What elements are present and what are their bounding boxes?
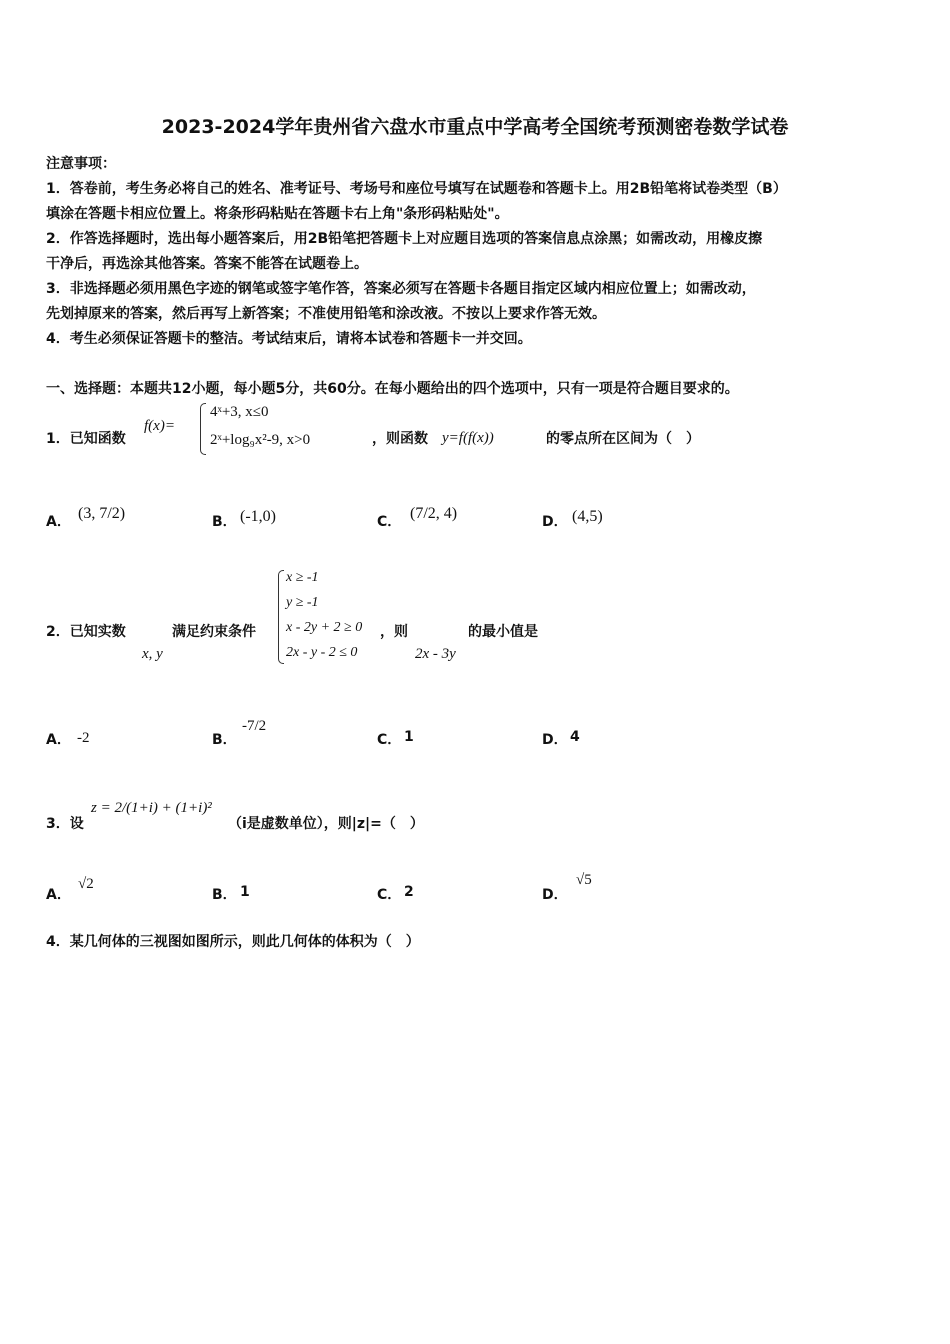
q4-text: 4．某几何体的三视图如图所示，则此几何体的体积为（ ） [46, 934, 420, 950]
q2-constraint: x - 2y + 2 ≥ 0 [286, 620, 363, 635]
q1-option-a-label: A． [46, 514, 71, 530]
notice-line: 3．非选择题必须用黑色字迹的钢笔或签字笔作答，答案必须写在答题卡各题目指定区域内相应位置上；如需改动， [46, 281, 756, 297]
q3-option-a-label: A． [46, 887, 71, 903]
q2-option-a: -2 [77, 730, 90, 746]
q3-note: （i是虚数单位），则|z|=（ ） [228, 816, 424, 832]
notice-line: 先划掉原来的答案，然后再写上新答案；不准使用铅笔和涂改液。不按以上要求作答无效。 [46, 306, 606, 322]
notice-line: 干净后，再选涂其他答案。答案不能答在试题卷上。 [46, 256, 368, 272]
q1-option-b-label: B． [212, 514, 237, 530]
q1-mid: ，则函数 [372, 431, 428, 447]
q2-option-b: -7/2 [242, 718, 267, 734]
q2-suffix: 的最小值是 [468, 624, 538, 640]
q1-y-expr: y=f(f(x)) [442, 430, 494, 446]
q2-constraint: y ≥ -1 [286, 595, 319, 610]
notice-line: 4．考生必须保证答题卡的整洁。考试结束后，请将本试卷和答题卡一并交回。 [46, 331, 532, 347]
q2-vars: x, y [142, 646, 163, 662]
q1-option-c-label: C． [377, 514, 402, 530]
q2-constraint: x ≥ -1 [286, 570, 319, 585]
q2-option-d: 4 [570, 729, 580, 745]
notice-line: 2．作答选择题时，选出每小题答案后，用2B铅笔把答题卡上对应题目选项的答案信息点涂黑；如需改动，用橡皮擦 [46, 231, 763, 247]
q3-option-a: √2 [78, 876, 94, 892]
q1-option-d-label: D． [542, 514, 568, 530]
q3-option-c-label: C． [377, 887, 402, 903]
q2-constraint: 2x - y - 2 ≤ 0 [286, 645, 358, 660]
q1-brace [200, 403, 206, 455]
q1-function-lhs: f(x)= [144, 418, 175, 434]
q1-option-d: (4,5) [572, 508, 603, 525]
q3-option-b: 1 [240, 884, 250, 900]
q1-suffix: 的零点所在区间为（ ） [546, 431, 700, 447]
q1-case1: 4ˣ+3, x≤0 [210, 404, 269, 420]
q3-option-d-label: D． [542, 887, 568, 903]
q2-option-b-label: B． [212, 732, 237, 748]
q2-option-c-label: C． [377, 732, 402, 748]
q3-option-c: 2 [404, 884, 414, 900]
q1-case2: 2ˣ+log₉x²-9, x>0 [210, 432, 311, 448]
notice-line: 1．答卷前，考生务必将自己的姓名、准考证号、考场号和座位号填写在试题卷和答题卡上。用2B铅笔将试卷类型（B） [46, 181, 787, 197]
q2-then: ，则 [380, 624, 408, 640]
q3-prefix: 3．设 [46, 816, 84, 832]
q1-prefix: 1．已知函数 [46, 431, 126, 447]
q2-expr: 2x - 3y [415, 646, 456, 662]
q2-mid: 满足约束条件 [172, 624, 256, 640]
page-title: 2023-2024学年贵州省六盘水市重点中学高考全国统考预测密卷数学试卷 [161, 116, 789, 138]
q1-option-a: (3, 7/2) [78, 505, 126, 522]
q1-option-c: (7/2, 4) [410, 505, 458, 522]
q1-option-b: (-1,0) [240, 508, 276, 525]
q3-z-expr: z = 2/(1+i) + (1+i)² [91, 800, 212, 816]
q2-brace [278, 570, 284, 664]
q3-option-d: √5 [576, 872, 592, 888]
section-heading: 一、选择题：本题共12小题，每小题5分，共60分。在每小题给出的四个选项中，只有一项是符合题目要求的。 [46, 381, 739, 397]
q2-option-c: 1 [404, 729, 414, 745]
q2-prefix: 2．已知实数 [46, 624, 126, 640]
notice-line: 填涂在答题卡相应位置上。将条形码粘贴在答题卡右上角"条形码粘贴处"。 [46, 206, 509, 222]
q2-option-d-label: D． [542, 732, 568, 748]
notice-heading: 注意事项： [46, 156, 116, 172]
q3-option-b-label: B． [212, 887, 237, 903]
q2-option-a-label: A． [46, 732, 71, 748]
